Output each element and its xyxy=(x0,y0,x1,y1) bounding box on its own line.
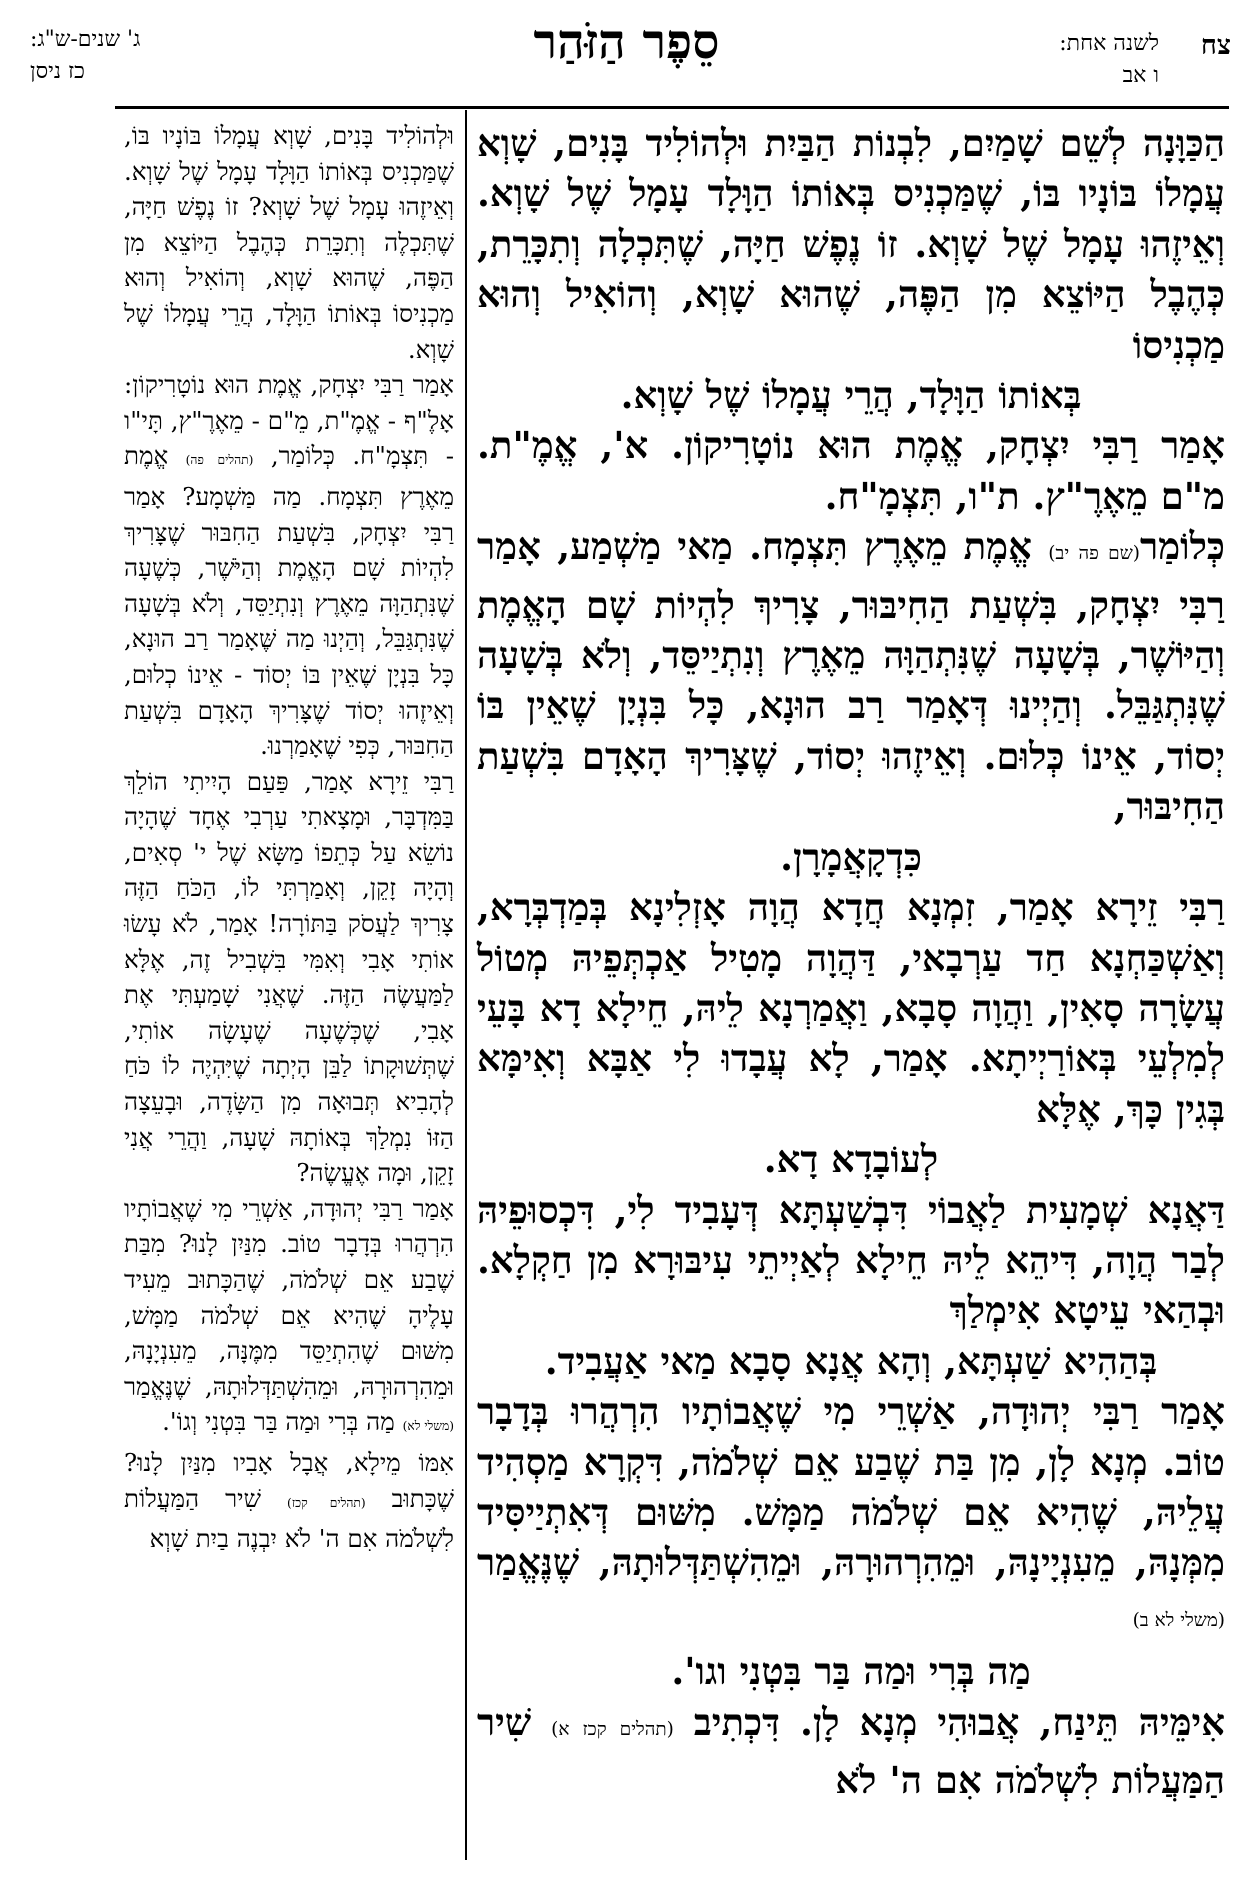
main-paragraph-end: בְּאוֹתוֹ הַוָּלָד, הֲרֵי עֲמָלוֹ שֶׁל שָׁוְא. xyxy=(620,373,1082,418)
schedule-3-years: ג' שנים-ש"ג: xyxy=(30,27,141,52)
header-rule xyxy=(115,106,1229,109)
main-paragraph: אָמַר רַבִּי יִצְחָק, אֱמֶת הוּא נוֹטָרִיקוֹן. א', אֱמֶ"ת. מ"ם מֵאֶרֶ"ץ. ת"ו, תִּצְמָ"ח. xyxy=(477,423,1225,518)
main-paragraph: כְּלוֹמַר(שם פה יב) אֱמֶת מֵאֶרֶץ תִּצְמָח. מַאי מַשְׁמַע, אָמַר רַבִּי יִצְחָק, בִּשְׁעַת הַחִיבּוּר, צָרִיךְ לִהְיוֹת שָׁם הָאֱמֶת וְהַיּוֹשֶׁר, בְּשָׁעָה שֶׁנִּתְהַוָּה מֵאֶרֶץ וְנִתְיַיסֵּד, וְלֹא בְּשָׁעָה שֶׁנִּתְגַּבֵּל. וְהַיְינוּ דְּאָמַר רַב הוּנָא, כָּל בִּנְיָן שֶׁאֵין בּוֹ יְסוֹד, אֵינוֹ כְּלוּם. וְאֵיזֶהוּ יְסוֹד, שֶׁצָּרִיךְ הָאָדָם בִּשְׁעַת הַחִיבּוּר, xyxy=(477,524,1225,829)
side-paragraph: רַבִּי זֵירָא אָמַר, פַּעַם הָיִיתִי הוֹלֵךְ בַּמִּדְבָּר, וּמָצָאתִי עַרְבִי אֶחָד שֶׁהָיָה נוֹשֵׂא עַל כְּתֵפוֹ מַשָּׂא שֶׁל י' סְאִים, וְהָיָה זָקֵן, וְאָמַרְתִּי לוֹ, הַכֹּחַ הַזֶּה צָרִיךְ לַעֲסֹק בַּתּוֹרָה! אָמַר, לֹא עָשׂוּ אוֹתִי אָבִי וְאִמִּי בִּשְׁבִיל זֶה, אֶלָּא לַמַּעֲשֶׂה הַזֶּה. שֶׁאֲנִי שָׁמַעְתִּי אֶת אָבִי, שֶׁכְּשֶׁעָה שֶׁעָשָׂה אוֹתִי, שֶׁתְּשׁוּקָתוֹ לַבֵּן הָיְתָה שֶׁיִּהְיֶה לוֹ כֹּחַ לְהָבִיא תְּבוּאָה מִן הַשָּׂדֶה, וּבָעֵצָה הַזּוֹ נִמְלַךְ בְּאוֹתָהּ שָׁעָה, וַהֲרֵי אֲנִי זָקֵן, וּמָה אֶעֱשֶׂה? xyxy=(124,766,454,1188)
main-paragraph: אִימֵּיהּ תֵּינַח, אֲבוּהִי מְנָא לָן. דִּכְתִיב (תהלים קכז א) שִׁיר הַמַּעֲלוֹת לִשְׁלֹמֹה אִם ה' לֹא xyxy=(477,1699,1225,1802)
main-paragraph: אָמַר רַבִּי יְהוּדָה, אַשְׁרֵי מִי שֶׁאֲבוֹתָיו הִרְהֲרוּ בְּדָבָר טוֹב. מְנָא לָן, מִן בַּת שֶׁבַע אֵם שְׁלֹמֹה, דִּקְרָא מַסְהִיד עֲלֵיהּ, שֶׁהִיא אֵם שְׁלֹמֹה מַמָּשׁ. מִשּׁוּם דְּאִתְיַיסִּיד מִמְּנָהּ, מֵעִנְיָינָהּ, וּמֵהִרְהוּרָהּ, וּמֵהִשְׁתַּדְּלוּתָהּ, שֶׁנֶּאֱמַר (משלי לא ב) xyxy=(477,1389,1225,1631)
schedule-date: ו אב xyxy=(1122,63,1159,88)
verse-reference: (תהלים קכז א) xyxy=(551,1718,674,1740)
reading-schedule xyxy=(1059,28,1159,92)
side-paragraph: וּלְהוֹלִיד בָּנִים, שָׁוְא עֲמָלוֹ בּוֹנָיו בּוֹ, שֶׁמַּכְנִיס בְּאוֹתוֹ הַוָּלָד עָמָל שֶׁל שָׁוְא. וְאֵיזֶהוּ עָמָל שֶׁל שָׁוְא? זוֹ נֶפֶשׁ חַיָּה, שֶׁתִּכְלֶה וְתִכָּרֵת כְּהֶבֶל הַיּוֹצֵא מִן הַפֶּה, שֶׁהוּא שָׁוְא, וְהוֹאִיל וְהוּא מַכְנִיסוֹ בְּאוֹתוֹ הַוָּלָד, הֲרֵי עֲמָלוֹ שֶׁל שָׁוְא. xyxy=(124,121,454,364)
verse-reference: (משלי לא) xyxy=(402,1419,454,1434)
side-paragraph: אִמּוֹ מֵילָא, אֲבָל אָבִיו מִנַּיִן לָנוּ? שֶׁכָּתוּב (תהלים קכז) שִׁיר הַמַּעֲלוֹת לִשְׁלֹמֹה אִם ה' לֹא יִבְנֶה בַיִת שָׁוְא xyxy=(124,1447,455,1554)
verse-reference: (משלי לא ב) xyxy=(1132,1609,1225,1631)
header-right xyxy=(1031,10,1231,106)
main-paragraph-end: כִּדְקָאֲמָרָן. xyxy=(780,834,922,879)
schedule-year: לשנה אחת: xyxy=(1059,31,1159,56)
main-paragraph: רַבִּי זֵירָא אָמַר, זִמְנָא חֲדָא הֲוָה אָזְלִינָא בְּמַדְבְּרָא, וְאַשְׁכַּחְנָא חַד עַרְבָאי, דַּהֲוָה מָטִיל אַכְתְּפֵיהּ מְטוֹל עֲשָׂרָה סָאִין, וַהֲוָה סָבָא, וַאֲמַרְנָא לֵיהּ, חֵילָא דָא בָּעֵי לְמִלְעֵי בְּאוֹרַיְיתָא. אָמַר, לָא עֲבָדוּ לִי אַבָּא וְאִימָּא בְּגִין כָּךְ, אֶלָּא xyxy=(477,885,1225,1131)
main-paragraph-end: לְעוֹבָדָא דָא. xyxy=(763,1137,939,1182)
main-paragraph-end: בְּהַהִיא שַׁעְתָּא, וְהָא אֲנָא סָבָא מַאי אַעֲבִיד. xyxy=(544,1338,1158,1383)
main-paragraph: דַּאֲנָא שְׁמָעִית לַאֲבוֹי דִּבְשַׁעְתָּא דְּעָבִיד לִי, דִּכְסוּפֵיהּ לְבַר הֲוָה, דִּיהֵא לֵיהּ חֵילָא לְאַיְיתֵי עִיבּוּרָא מִן חַקְלָא. וּבְהַאי עֵיטָא אִימְלַךְ xyxy=(477,1187,1225,1333)
hebrew-translation-column xyxy=(124,118,454,1864)
schedule-3-years-date: כז ניסן xyxy=(30,59,85,84)
book-title: סֵפֶר הַזֹּהַר xyxy=(533,14,720,70)
verse-reference: (שם פה יב) xyxy=(1048,543,1141,565)
verse-reference: (תהלים פה) xyxy=(185,453,254,468)
aramaic-column xyxy=(477,118,1225,1864)
side-paragraph: אָמַר רַבִּי יְהוּדָה, אַשְׁרֵי מִי שֶׁאֲבוֹתָיו הִרְהֲרוּ בְּדָבָר טוֹב. מִנַּיִן לָנוּ? מִבַּת שֶׁבַע אֵם שְׁלֹמֹה, שֶׁהַכָּתוּב מֵעִיד עָלֶיהָ שֶׁהִיא אֵם שְׁלֹמֹה מַמָּשׁ, מִשּׁוּם שֶׁהִתְיַסֵּד מִמֶּנָּה, מֵעִנְיָנָהּ, וּמֵהִרְהוּרָהּ, וּמֵהִשְׁתַּדְּלוּתָהּ, שֶׁנֶּאֱמַר (משלי לא) מַה בְּרִי וּמַה בַּר בִּטְנִי וְגוֹ'. xyxy=(124,1193,454,1437)
main-paragraph-end: מַה בְּרִי וּמַה בַּר בִּטְנִי וגו'. xyxy=(671,1649,1031,1694)
column-divider xyxy=(465,110,467,1860)
main-paragraph: הַכַּוָּנָה לְשֵׁם שָׁמַיִם, לִבְנוֹת הַבַּיִת וּלְהוֹלִיד בָּנִים, שָׁוְא עֲמָלוֹ בּוֹנָיו בּוֹ, שֶׁמַּכְנִיס בְּאוֹתוֹ הַוָּלָד עָמָל שֶׁל שָׁוְא. וְאֵיזֶהוּ עָמָל שֶׁל שָׁוְא. זוֹ נֶפֶשׁ חַיָּה, שֶׁתִּכְלָה וְתִכָּרֵת, כְּהֶבֶל הַיּוֹצֵא מִן הַפֶּה, שֶׁהוּא שָׁוְא, וְהוֹאִיל וְהוּא מַכְנִיסוֹ xyxy=(477,121,1225,367)
side-paragraph: אָמַר רַבִּי יִצְחָק, אֱמֶת הוּא נוֹטָרִיקוֹן: אָלֶ"ף - אֱמֶ"ת, מֵ"ם - מֵאֶרֶ"ץ, תָּי"ו - תִּצְמָ"ח. כְּלוֹמַר, (תהלים פה) אֱמֶת מֵאֶרֶץ תִּצְמָח. מַה מַּשְׁמָע? אָמַר רַבִּי יִצְחָק, בִּשְׁעַת הַחִבּוּר שֶׁצָּרִיךְ לִהְיוֹת שָׁם הָאֱמֶת וְהַיֹּשֶׁר, כְּשֶׁעָה שֶׁנִּתְהַוָּה מֵאֶרֶץ וְנִתְיַסֵּד, וְלֹא בְּשָׁעָה שֶׁנִּתְגַּבֵּל, וְהַיְנוּ מַה שֶּׁאָמַר רַב הוּנָא, כָּל בִּנְיָן שֶׁאֵין בּוֹ יְסוֹד - אֵינוֹ כְלוּם, וְאֵיזֶהוּ יְסוֹד שֶׁצָּרִיךְ הָאָדָם בִּשְׁעַת הַחִבּוּר, כְּפִי שֶׁאָמַרְנוּ. xyxy=(124,370,454,761)
page-number: צח xyxy=(1200,30,1231,61)
verse-reference: (תהלים קכז) xyxy=(286,1495,366,1510)
